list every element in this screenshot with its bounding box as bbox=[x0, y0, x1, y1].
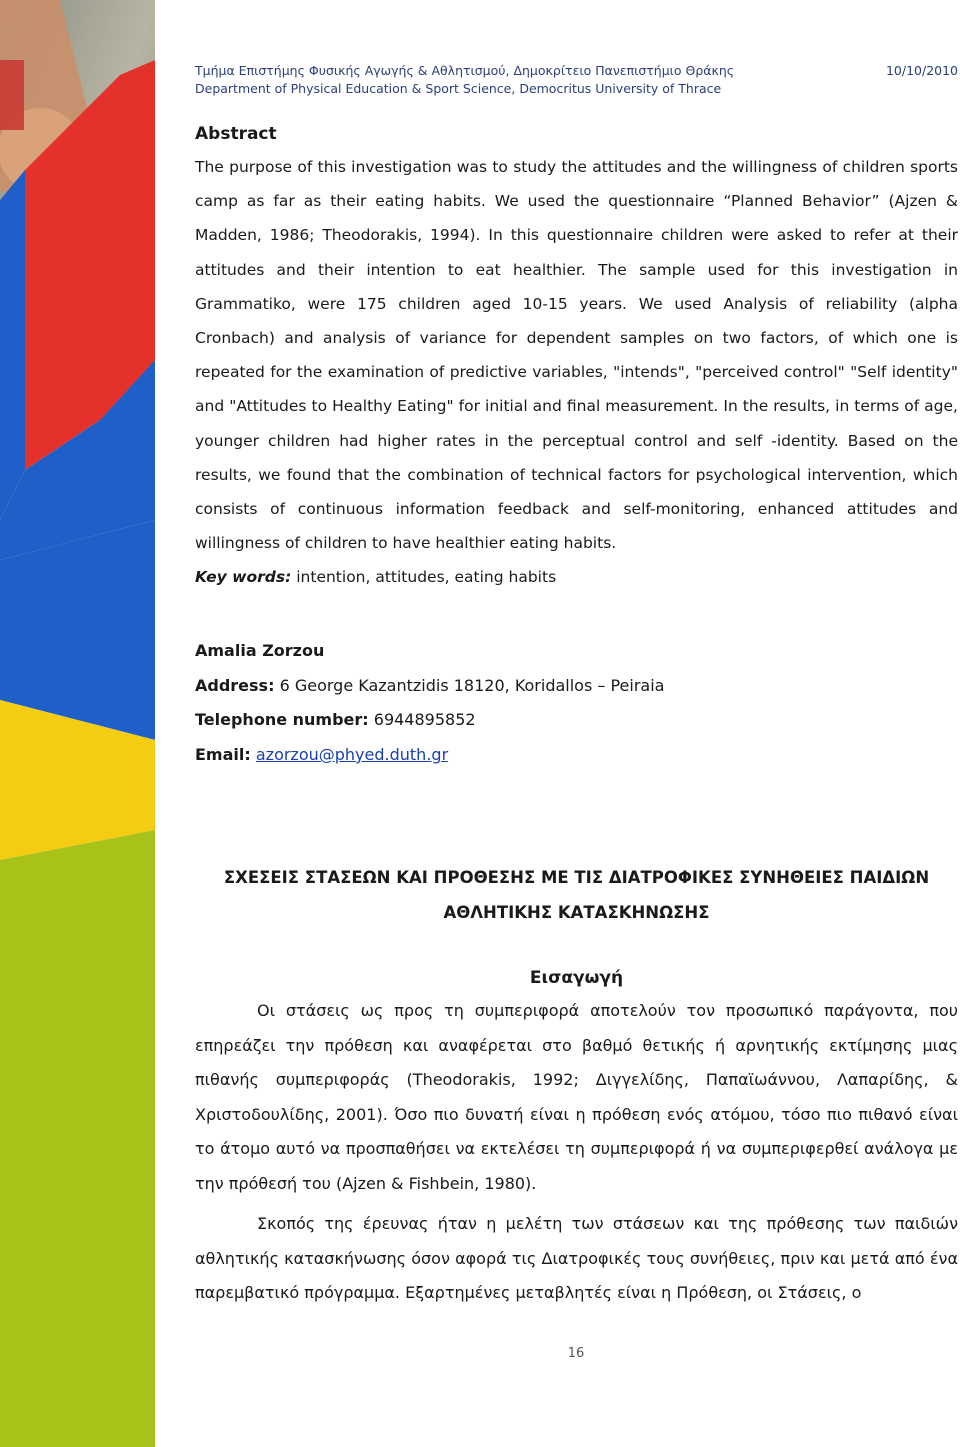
intro-paragraph-1: Οι στάσεις ως προς τη συμπεριφορά αποτελούν τον προσωπικό παράγοντα, που επηρεάζει την πρόθεση και αναφέρεται στο βαθμό θετικής ή αρνητικής εκτίμησης μιας πιθανής συμπεριφοράς (Theodorakis, 1992; Διγγελίδης, Παπαϊωάννου, Λαπαρίδης, & Χριστοδουλίδης, 2001). Όσο πιο δυνατή είναι η πρόθεση ενός ατόμου, τόσο πιο πιθανό είναι το άτομο αυτό να προσπαθήσει να εκτελέσει τη συμπεριφορά ή να συμπεριφερθεί ανάλογα με την πρόθεσή του (Ajzen & Fishbein, 1980). bbox=[195, 1001, 958, 1193]
article-title bbox=[195, 860, 958, 930]
abstract-text: The purpose of this investigation was to study the attitudes and the willingness of children sports camp as far as their eating habits. We used the questionnaire “Planned Behavior” (Ajzen & Madden, 1986; Theodorakis, 1994). In this questionnaire children were asked to refer at their attitudes and their intention to eat healthier. The sample used for this investigation in Grammatiko, were 175 children aged 10-15 years. We used Analysis of reliability (alpha Cronbach) and analysis of variance for dependent samples on two factors, of which one is repeated for the examination of predictive variables, "intends", "perceived control" "Self identity" and "Attitudes to Healthy Eating" for initial and final measurement. In the results, in terms of age, younger children had higher rates in the perceptual control and self -identity. Based on the results, we found that the combination of technical factors for psychological intervention, which consists of continuous information feedback and self-monitoring, enhanced attitudes and willingness of children to have healthier eating habits. bbox=[195, 158, 958, 553]
address-value: 6 George Kazantzidis 18120, Koridallos – Peiraia bbox=[274, 675, 665, 695]
author-email bbox=[195, 738, 958, 773]
author-phone bbox=[195, 703, 958, 738]
keywords-label: Key words: bbox=[195, 568, 292, 587]
side-banner-graphic bbox=[0, 0, 155, 1447]
title-line-1: ΣΧΕΣΕΙΣ ΣΤΑΣΕΩΝ ΚΑΙ ΠΡΟΘΕΣΗΣ ΜΕ ΤΙΣ ΔΙΑΤΡΟΦΙΚΕΣ ΣΥΝΗΘΕΙΕΣ ΠΑΙΔΙΩΝ bbox=[223, 868, 930, 888]
phone-label: Telephone number: bbox=[195, 710, 369, 730]
document-body bbox=[195, 120, 958, 1311]
side-banner bbox=[0, 0, 155, 1447]
phone-value: 6944895852 bbox=[368, 710, 476, 730]
keywords bbox=[195, 560, 958, 594]
page-number-container bbox=[0, 1346, 960, 1361]
title-line-2: ΑΘΛΗΤΙΚΗΣ ΚΑΤΑΣΚΗΝΩΣΗΣ bbox=[443, 903, 710, 923]
author-name: Amalia Zorzou bbox=[195, 641, 325, 661]
abstract-heading: Abstract bbox=[195, 124, 277, 144]
author-address bbox=[195, 669, 958, 704]
header-date: 10/10/2010 bbox=[885, 63, 958, 78]
keywords-value: intention, attitudes, eating habits bbox=[291, 568, 557, 587]
intro-paragraph-2: Σκοπός της έρευνας ήταν η μελέτη των στάσεων και της πρόθεσης των παιδιών αθλητικής κατασκήνωσης όσον αφορά τις Διατροφικές τους συνήθειες, πριν και μετά από ένα παρεμβατικό πρόγραμμα. Εξαρτημένες μεταβλητές είναι η Πρόθεση, οι Στάσεις, ο bbox=[195, 1214, 958, 1303]
header-english: Department of Physical Education & Sport Science, Democritus University of Thrace bbox=[195, 81, 722, 96]
band-blue-thin bbox=[0, 170, 25, 520]
page-header bbox=[195, 62, 960, 98]
author-block bbox=[195, 634, 958, 772]
intro-heading: Εισαγωγή bbox=[529, 968, 624, 989]
email-label: Email: bbox=[195, 744, 251, 764]
header-greek: Τμήμα Επιστήμης Φυσικής Αγωγής & Αθλητισμού, Δημοκρίτειο Πανεπιστήμιο Θράκης bbox=[195, 63, 735, 78]
email-link[interactable]: azorzou@phyed.duth.gr bbox=[255, 744, 449, 764]
address-label: Address: bbox=[195, 675, 275, 695]
page-number: 16 bbox=[567, 1346, 585, 1361]
